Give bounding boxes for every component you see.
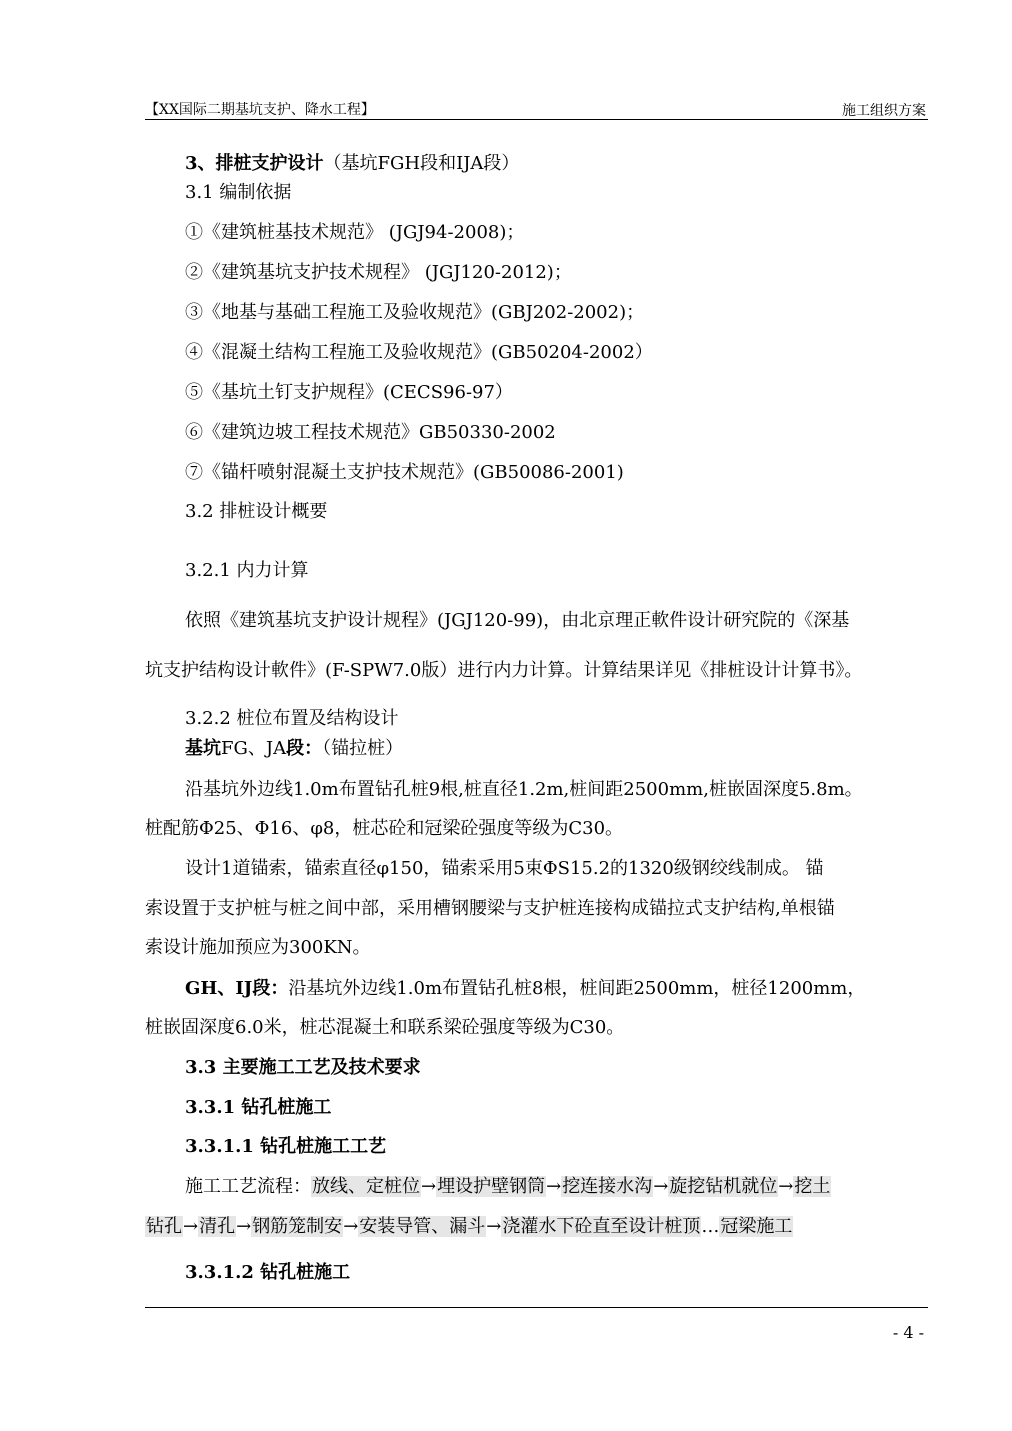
reference-item: ①《建筑桩基技术规范》 (JGJ94-2008)； <box>185 222 525 243</box>
reference-item: ⑦《锚杆喷射混凝土支护技术规范》(GB50086-2001) <box>185 462 624 483</box>
flow-step: 挖土 <box>794 1176 831 1197</box>
section-3-2-2-heading: 3.2.2 桩位布置及结构设计 <box>185 708 399 729</box>
flow-step: 清孔 <box>199 1216 236 1237</box>
fg-ja-heading <box>185 737 403 761</box>
gh-ij-paragraph-line-1 <box>185 977 865 1001</box>
section-3-3-1-2-heading: 3.3.1.2 钻孔桩施工 <box>185 1262 351 1283</box>
section-3-2-heading: 3.2 排桩设计概要 <box>185 501 328 522</box>
reference-item: ②《建筑基坑支护技术规程》 (JGJ120-2012)； <box>185 262 572 283</box>
flow-step: 放线、定桩位 <box>312 1176 420 1197</box>
arrow-icon: → <box>546 1176 562 1197</box>
reference-item: ④《混凝土结构工程施工及验收规范》(GB50204-2002） <box>185 342 653 363</box>
header-title: 【XX国际二期基坑支护、降水工程】 <box>145 102 375 118</box>
fg-ja-note: （锚拉桩） <box>322 738 404 759</box>
gh-ij-label: GH、IJ段： <box>185 978 289 999</box>
process-flow-line-1 <box>185 1175 831 1199</box>
footer-divider <box>145 1307 928 1308</box>
ellipsis-icon: … <box>701 1216 720 1237</box>
flow-step: 旋挖钻机就位 <box>669 1176 778 1197</box>
section-3-2-1-heading: 3.2.1 内力计算 <box>185 560 309 581</box>
pile-paragraph-line-1: 沿基坑外边线1.0m布置钻孔桩9根,桩直径1.2m,桩间距2500mm,桩嵌固深度5.8m。 <box>185 779 863 800</box>
reference-item: ③《地基与基础工程施工及验收规范》(GBJ202-2002)； <box>185 302 645 323</box>
fg-ja-label: 基坑 <box>185 738 221 759</box>
reference-item: ⑥《建筑边坡工程技术规范》GB50330-2002 <box>185 422 556 443</box>
arrow-icon: → <box>236 1216 252 1237</box>
arrow-icon: → <box>486 1216 502 1237</box>
anchor-paragraph-line-2: 索设置于支护桩与桩之间中部，采用槽钢腰梁与支护桩连接构成锚拉式支护结构,单根锚 <box>145 898 835 919</box>
reference-item: ⑤《基坑土钉支护规程》(CECS96-97） <box>185 382 513 403</box>
page-header <box>145 97 928 120</box>
section-3-note: （基坑FGH段和IJA段） <box>323 153 520 174</box>
section-3-title: 3、排桩支护设计 <box>185 153 324 174</box>
calc-paragraph-line-1: 依照《建筑基坑支护设计规程》(JGJ120-99)，由北京理正軟件设计研究院的《深基 <box>185 610 850 631</box>
anchor-paragraph-line-1: 设计1道锚索，锚索直径φ150，锚索采用5束ΦS15.2的1320级钢绞线制成。 锚 <box>185 858 824 879</box>
flow-step: 安装导管、漏斗 <box>359 1216 486 1237</box>
section-3-3-1-heading: 3.3.1 钻孔桩施工 <box>185 1097 332 1118</box>
calc-paragraph-line-2: 坑支护结构设计軟件》(F-SPW7.0版）进行内力计算。计算结果详见《排桩设计计算书》。 <box>145 660 863 681</box>
arrow-icon: → <box>343 1216 359 1237</box>
header-doc-type: 施工组织方案 <box>842 103 926 119</box>
arrow-icon: → <box>653 1176 669 1197</box>
flow-step: 浇灌水下砼直至设计桩顶 <box>502 1216 701 1237</box>
arrow-icon: → <box>183 1216 199 1237</box>
section-3-1-heading: 3.1 编制依据 <box>185 182 292 203</box>
fg-ja-segments: FG、JA <box>221 738 287 759</box>
flow-step: 埋设护壁钢筒 <box>437 1176 546 1197</box>
flow-step: 钢筋笼制安 <box>252 1216 343 1237</box>
pile-paragraph-line-2: 桩配筋Φ25、Φ16、φ8，桩芯砼和冠梁砼强度等级为C30。 <box>145 818 624 839</box>
gh-ij-paragraph-line-2: 桩嵌固深度6.0米，桩芯混凝土和联系梁砼强度等级为C30。 <box>145 1017 625 1038</box>
flow-step: 钻孔 <box>146 1216 182 1237</box>
gh-ij-text: 沿基坑外边线1.0m布置钻孔桩8根，桩间距2500mm，桩径1200mm， <box>288 978 866 999</box>
process-flow-line-2 <box>145 1215 793 1239</box>
section-3-3-heading: 3.3 主要施工工艺及技术要求 <box>185 1057 421 1078</box>
flow-step: 挖连接水沟 <box>562 1176 653 1197</box>
section-3-heading <box>185 152 519 176</box>
process-flow-label: 施工工艺流程： <box>185 1176 311 1197</box>
flow-step: 冠梁施工 <box>720 1216 793 1237</box>
arrow-icon: → <box>778 1176 794 1197</box>
page-number: - 4 - <box>892 1323 924 1342</box>
anchor-paragraph-line-3: 索设计施加预应为300KN。 <box>145 937 371 958</box>
fg-ja-suffix: 段： <box>286 738 323 759</box>
section-3-3-1-1-heading: 3.3.1.1 钻孔桩施工工艺 <box>185 1136 387 1157</box>
arrow-icon: → <box>421 1176 437 1197</box>
